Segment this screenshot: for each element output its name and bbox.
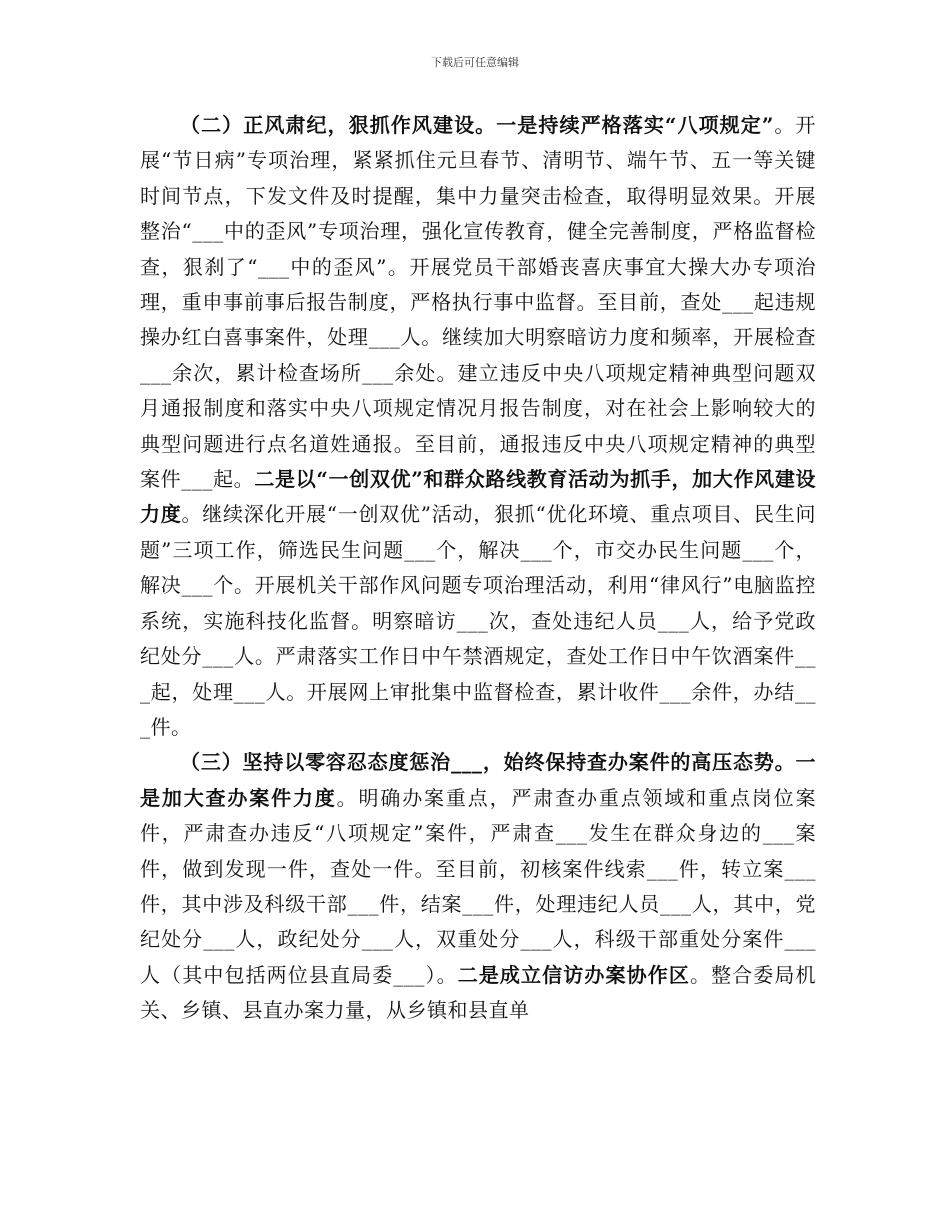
document-body [140, 108, 816, 1029]
section-2-text-1: 。开展“节日病”专项治理，紧紧抓住元旦春节、清明节、端午节、五一等关键时间节点，下发文件及时提醒，集中力量突击检查，取得明显效果。开展整治“___中的歪风”专项治理，强化宣传教育，健全完善制度，严格监督检查，狠刹了“___中的歪风”。开展党员干部婚丧喜庆事宜大操大办专项治理，重申事前事后报告制度，严格执行事中监督。至目前，查处___起违规操办红白喜事案件，处理___人。继续加大明察暗访力度和频率，开展检查___余次，累计检查场所___余处。建立违反中央八项规定精神典型问题双月通报制度和落实中央八项规定情况月报告制度，对在社会上影响较大的典型问题进行点名道姓通报。至目前，通报违反中央八项规定精神的典型案件___起。 [140, 113, 816, 492]
section-3-heading: （三）坚持以零容忍态度惩治___，始终保持查办案件的高压态势。一是加大查办案件力度 [140, 750, 816, 810]
section-3-text-2: 。整合委局机关、乡镇、县直办案力量，从乡镇和县直单 [140, 962, 817, 1023]
paragraph-section-2 [140, 108, 816, 745]
paragraph-section-3 [140, 745, 816, 1028]
section-2-text-2: 。继续深化开展“一创双优”活动，狠抓“优化环境、重点项目、民生问题”三项工作，筛选民生问题___个，解决___个，市交办民生问题___个，解决___个。开展机关干部作风问题专项治理活动，利用“律风行”电脑监控系统，实施科技化监督。明察暗访___次，查处违纪人员___人，给予党政纪处分___人。严肃落实工作日中午禁酒规定，查处工作日中午饮酒案件___起，处理___人。开展网上审批集中监督检查，累计收件___余件，办结___件。 [140, 502, 816, 739]
section-2-heading: （二）正风肃纪，狠抓作风建设。一是持续严格落实“八项规定” [180, 113, 774, 137]
page-header-note: 下载后可任意编辑 [431, 56, 519, 69]
section-2-subheading-2: 二是以“一创双优”和群众路线教育活动为抓手，加大作风建设力度 [140, 467, 816, 527]
section-3-text-1: 。明确办案重点，严肃查办重点领域和重点岗位案件，严肃查办违反“八项规定”案件，严肃查___发生在群众身边的___案件，做到发现一件，查处一件。至目前，初核案件线索___件，转立案___件，其中涉及科级干部___件，结案___件，处理违纪人员___人，其中，党纪处分___人，政纪处分___人，双重处分___人，科级干部重处分案件___人（其中包括两位县直局委___）。 [140, 785, 817, 987]
section-3-subheading-2: 二是成立信访办案协作区 [457, 962, 690, 987]
